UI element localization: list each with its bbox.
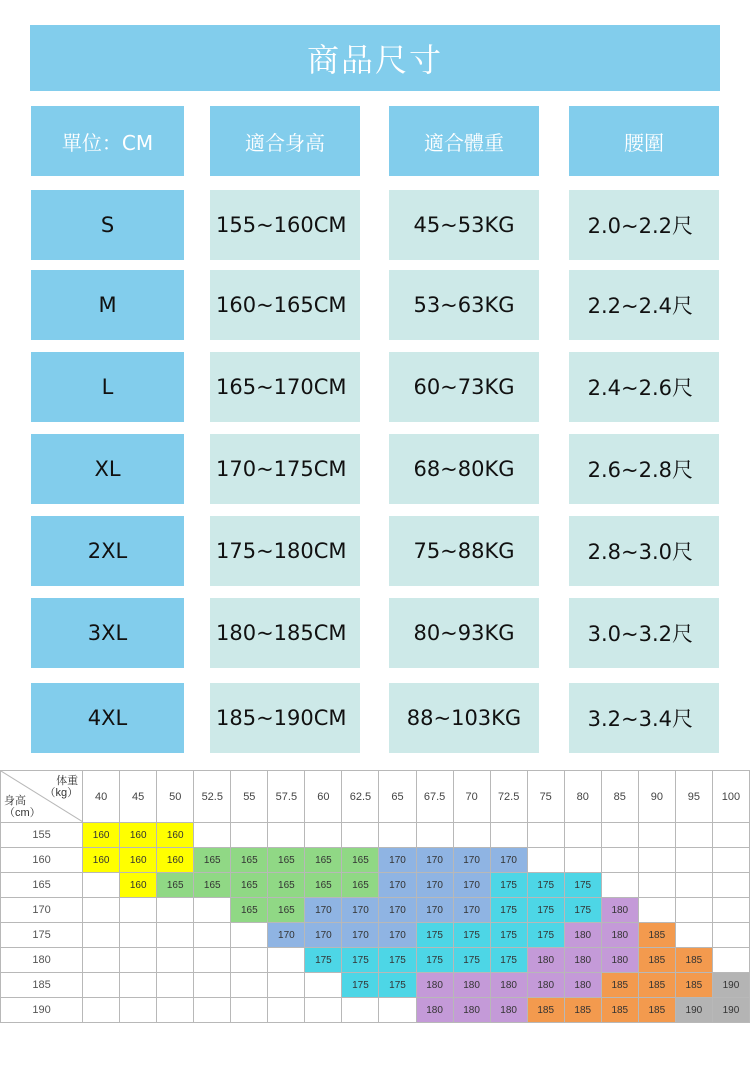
size-label: 4XL	[31, 683, 184, 753]
chart-cell: 175	[453, 948, 490, 973]
height-row-label: 180	[1, 948, 83, 973]
chart-cell: 185	[601, 973, 638, 998]
chart-cell: 185	[675, 973, 712, 998]
chart-cell: 185	[638, 948, 675, 973]
chart-cell: 185	[638, 923, 675, 948]
weight-header-cell: 75	[527, 771, 564, 823]
weight-header-cell: 70	[453, 771, 490, 823]
chart-cell	[379, 998, 416, 1023]
chart-cell	[120, 998, 157, 1023]
chart-cell: 185	[638, 973, 675, 998]
chart-row	[1, 873, 750, 898]
chart-cell: 185	[527, 998, 564, 1023]
chart-cell	[157, 923, 194, 948]
height-range: 175~180CM	[210, 516, 360, 586]
chart-cell: 180	[490, 998, 527, 1023]
waist-range: 3.2~3.4尺	[569, 683, 719, 753]
chart-cell: 185	[564, 998, 601, 1023]
waist-range: 2.2~2.4尺	[569, 270, 719, 340]
chart-cell	[416, 823, 453, 848]
chart-cell: 175	[379, 973, 416, 998]
chart-cell: 170	[379, 873, 416, 898]
chart-cell	[194, 973, 231, 998]
chart-cell: 160	[120, 823, 157, 848]
waist-header: 腰圍	[569, 106, 719, 176]
chart-cell: 170	[305, 898, 342, 923]
chart-cell	[527, 848, 564, 873]
weight-header-cell: 95	[675, 771, 712, 823]
chart-cell: 165	[268, 848, 305, 873]
weight-range: 60~73KG	[389, 352, 539, 422]
chart-cell	[712, 923, 749, 948]
height-range: 160~165CM	[210, 270, 360, 340]
size-chart	[0, 770, 750, 1030]
chart-cell	[194, 923, 231, 948]
chart-cell	[675, 898, 712, 923]
chart-cell: 165	[231, 873, 268, 898]
weight-range: 45~53KG	[389, 190, 539, 260]
chart-cell	[342, 823, 379, 848]
chart-cell: 190	[675, 998, 712, 1023]
chart-cell	[638, 873, 675, 898]
chart-cell: 180	[564, 923, 601, 948]
weight-header-cell: 50	[157, 771, 194, 823]
chart-cell	[157, 998, 194, 1023]
weight-range: 88~103KG	[389, 683, 539, 753]
chart-cell: 160	[157, 848, 194, 873]
chart-cell: 160	[120, 848, 157, 873]
size-label: XL	[31, 434, 184, 504]
chart-cell	[194, 998, 231, 1023]
weight-range: 80~93KG	[389, 598, 539, 668]
chart-cell	[675, 923, 712, 948]
chart-cell: 185	[638, 998, 675, 1023]
chart-cell	[268, 823, 305, 848]
chart-cell	[305, 823, 342, 848]
chart-cell	[83, 923, 120, 948]
chart-cell	[638, 898, 675, 923]
chart-cell: 185	[601, 998, 638, 1023]
weight-header-cell: 57.5	[268, 771, 305, 823]
chart-cell	[120, 973, 157, 998]
chart-cell: 175	[342, 973, 379, 998]
chart-cell: 160	[120, 873, 157, 898]
chart-cell: 170	[416, 873, 453, 898]
chart-cell	[638, 848, 675, 873]
chart-cell: 175	[490, 923, 527, 948]
chart-cell	[453, 823, 490, 848]
chart-cell	[675, 873, 712, 898]
chart-cell	[231, 923, 268, 948]
weight-header-cell: 40	[83, 771, 120, 823]
chart-cell: 170	[416, 898, 453, 923]
chart-cell: 180	[453, 973, 490, 998]
weight-header-cell: 62.5	[342, 771, 379, 823]
chart-cell: 175	[453, 923, 490, 948]
weight-header-cell: 65	[379, 771, 416, 823]
chart-cell	[231, 948, 268, 973]
chart-cell: 175	[527, 873, 564, 898]
weight-header: 適合體重	[389, 106, 539, 176]
chart-cell	[305, 998, 342, 1023]
chart-cell: 175	[564, 898, 601, 923]
chart-cell: 170	[379, 848, 416, 873]
chart-cell	[712, 948, 749, 973]
chart-cell: 165	[268, 873, 305, 898]
size-label: S	[31, 190, 184, 260]
height-header: 適合身高	[210, 106, 360, 176]
chart-cell: 180	[564, 973, 601, 998]
chart-cell	[712, 848, 749, 873]
chart-cell: 170	[342, 923, 379, 948]
chart-cell	[268, 998, 305, 1023]
chart-cell: 170	[453, 848, 490, 873]
chart-cell: 170	[379, 923, 416, 948]
height-row-label: 190	[1, 998, 83, 1023]
waist-range: 2.8~3.0尺	[569, 516, 719, 586]
chart-cell: 180	[601, 923, 638, 948]
chart-cell	[379, 823, 416, 848]
chart-cell	[342, 998, 379, 1023]
size-label: 2XL	[31, 516, 184, 586]
chart-cell	[601, 873, 638, 898]
chart-cell: 160	[83, 848, 120, 873]
chart-cell: 165	[157, 873, 194, 898]
chart-cell	[83, 898, 120, 923]
chart-row	[1, 848, 750, 873]
chart-cell	[490, 823, 527, 848]
chart-cell: 175	[527, 898, 564, 923]
chart-cell	[231, 998, 268, 1023]
weight-header-cell: 60	[305, 771, 342, 823]
weight-header-cell: 67.5	[416, 771, 453, 823]
chart-cell: 170	[453, 898, 490, 923]
chart-cell	[120, 948, 157, 973]
chart-cell: 165	[194, 848, 231, 873]
weight-header-cell: 55	[231, 771, 268, 823]
chart-cell	[675, 823, 712, 848]
chart-cell: 170	[379, 898, 416, 923]
chart-cell: 165	[305, 848, 342, 873]
waist-range: 2.6~2.8尺	[569, 434, 719, 504]
chart-cell	[712, 873, 749, 898]
height-row-label: 170	[1, 898, 83, 923]
chart-cell: 175	[527, 923, 564, 948]
chart-row	[1, 823, 750, 848]
chart-row	[1, 898, 750, 923]
chart-cell: 180	[527, 948, 564, 973]
chart-cell	[268, 973, 305, 998]
chart-cell	[564, 823, 601, 848]
chart-cell: 175	[305, 948, 342, 973]
chart-cell: 175	[416, 923, 453, 948]
chart-cell: 180	[416, 998, 453, 1023]
height-range: 170~175CM	[210, 434, 360, 504]
height-row-label: 165	[1, 873, 83, 898]
chart-cell: 175	[416, 948, 453, 973]
chart-cell	[194, 898, 231, 923]
chart-cell: 170	[268, 923, 305, 948]
chart-cell: 165	[342, 873, 379, 898]
chart-cell	[83, 998, 120, 1023]
chart-cell	[120, 923, 157, 948]
chart-cell	[712, 898, 749, 923]
height-range: 155~160CM	[210, 190, 360, 260]
chart-cell: 190	[712, 998, 749, 1023]
size-label: M	[31, 270, 184, 340]
weight-axis-label: 体重 （kg）	[44, 775, 79, 799]
chart-cell: 180	[601, 898, 638, 923]
unit-header: 單位：CM	[31, 106, 184, 176]
chart-cell: 165	[342, 848, 379, 873]
chart-cell	[638, 823, 675, 848]
chart-cell: 170	[342, 898, 379, 923]
chart-cell	[527, 823, 564, 848]
chart-cell	[231, 973, 268, 998]
chart-corner-cell	[1, 771, 83, 823]
chart-cell: 190	[712, 973, 749, 998]
chart-cell	[601, 823, 638, 848]
chart-cell: 175	[490, 948, 527, 973]
chart-cell: 175	[490, 898, 527, 923]
chart-cell	[305, 973, 342, 998]
chart-cell	[157, 898, 194, 923]
size-label: 3XL	[31, 598, 184, 668]
weight-header-cell: 85	[601, 771, 638, 823]
weight-range: 53~63KG	[389, 270, 539, 340]
weight-header-cell: 72.5	[490, 771, 527, 823]
chart-cell: 185	[675, 948, 712, 973]
height-row-label: 185	[1, 973, 83, 998]
chart-cell	[83, 948, 120, 973]
chart-cell	[564, 848, 601, 873]
chart-cell	[157, 948, 194, 973]
chart-cell: 160	[83, 823, 120, 848]
chart-cell	[268, 948, 305, 973]
chart-cell	[601, 848, 638, 873]
page-title: 商品尺寸	[30, 25, 720, 91]
chart-row	[1, 973, 750, 998]
chart-cell: 170	[453, 873, 490, 898]
chart-cell: 170	[305, 923, 342, 948]
height-row-label: 155	[1, 823, 83, 848]
chart-cell: 180	[564, 948, 601, 973]
weight-header-cell: 100	[712, 771, 749, 823]
chart-row	[1, 998, 750, 1023]
weight-header-cell: 90	[638, 771, 675, 823]
chart-cell	[83, 873, 120, 898]
chart-cell	[231, 823, 268, 848]
chart-cell: 180	[490, 973, 527, 998]
chart-cell: 180	[527, 973, 564, 998]
height-axis-label: 身高 （cm）	[4, 795, 41, 819]
chart-cell	[675, 848, 712, 873]
chart-cell	[194, 823, 231, 848]
size-label: L	[31, 352, 184, 422]
chart-cell: 180	[601, 948, 638, 973]
waist-range: 2.4~2.6尺	[569, 352, 719, 422]
chart-cell: 165	[231, 848, 268, 873]
chart-row	[1, 948, 750, 973]
chart-cell	[83, 973, 120, 998]
waist-range: 2.0~2.2尺	[569, 190, 719, 260]
chart-cell: 175	[342, 948, 379, 973]
chart-cell: 165	[194, 873, 231, 898]
chart-cell: 180	[453, 998, 490, 1023]
height-row-label: 160	[1, 848, 83, 873]
chart-cell	[157, 973, 194, 998]
weight-range: 75~88KG	[389, 516, 539, 586]
chart-cell: 170	[490, 848, 527, 873]
weight-header-cell: 45	[120, 771, 157, 823]
waist-range: 3.0~3.2尺	[569, 598, 719, 668]
chart-cell: 170	[416, 848, 453, 873]
chart-cell: 175	[379, 948, 416, 973]
chart-cell: 175	[564, 873, 601, 898]
chart-header-row	[1, 771, 750, 823]
chart-cell: 165	[305, 873, 342, 898]
weight-header-cell: 80	[564, 771, 601, 823]
chart-cell	[120, 898, 157, 923]
chart-row	[1, 923, 750, 948]
chart-cell: 165	[268, 898, 305, 923]
height-row-label: 175	[1, 923, 83, 948]
chart-cell	[194, 948, 231, 973]
chart-cell: 175	[490, 873, 527, 898]
chart-cell: 165	[231, 898, 268, 923]
size-chart-table	[0, 770, 750, 1023]
height-range: 180~185CM	[210, 598, 360, 668]
weight-range: 68~80KG	[389, 434, 539, 504]
weight-header-cell: 52.5	[194, 771, 231, 823]
chart-cell: 180	[416, 973, 453, 998]
chart-cell: 160	[157, 823, 194, 848]
height-range: 185~190CM	[210, 683, 360, 753]
chart-cell	[712, 823, 749, 848]
height-range: 165~170CM	[210, 352, 360, 422]
